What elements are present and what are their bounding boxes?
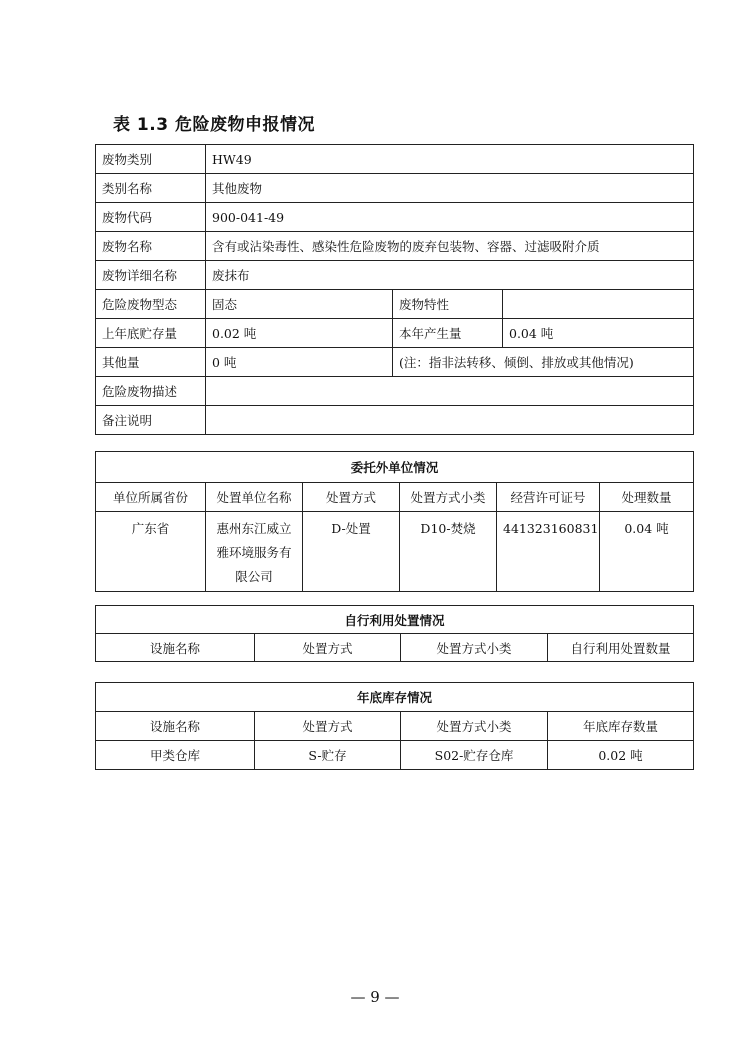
cell-value: HW49 (206, 145, 694, 174)
cell-value: 废抹布 (206, 261, 694, 290)
entrust-external-unit-table (95, 451, 694, 592)
cell-value: 其他废物 (206, 174, 694, 203)
column-header: 年底库存数量 (548, 712, 694, 741)
table-row (96, 377, 694, 406)
unit-name-line: 限公司 (235, 569, 273, 584)
table-row (96, 512, 694, 592)
table-row (96, 145, 694, 174)
table-heading-row (96, 683, 694, 712)
cell-label: 其他量 (96, 348, 206, 377)
table-row (96, 319, 694, 348)
cell-label: 本年产生量 (393, 319, 503, 348)
cell-value: 0 吨 (206, 348, 393, 377)
cell-value: 900-041-49 (206, 203, 694, 232)
cell-quantity: 0.04 吨 (600, 512, 694, 592)
cell-label: 废物详细名称 (96, 261, 206, 290)
table-title: 表 1.3 危险废物申报情况 (113, 115, 315, 135)
column-header: 处置方式小类 (401, 712, 548, 741)
table-heading-row (96, 452, 694, 483)
hazardous-waste-declaration-table (95, 144, 694, 435)
cell-license: 441323160831 (497, 512, 600, 592)
table-row (96, 290, 694, 319)
cell-method: D-处置 (303, 512, 400, 592)
table-row (96, 174, 694, 203)
cell-label: 废物代码 (96, 203, 206, 232)
column-header: 处置方式小类 (400, 483, 497, 512)
column-header: 处置方式 (255, 712, 401, 741)
column-header: 处置方式小类 (401, 634, 548, 662)
cell-label: 废物类别 (96, 145, 206, 174)
column-header: 处置方式 (303, 483, 400, 512)
cell-label: 类别名称 (96, 174, 206, 203)
column-header: 自行利用处置数量 (548, 634, 694, 662)
cell-method: S-贮存 (255, 741, 401, 770)
cell-label: 废物名称 (96, 232, 206, 261)
cell-label: 备注说明 (96, 406, 206, 435)
cell-value (503, 290, 694, 319)
table-row (96, 203, 694, 232)
table-row (96, 261, 694, 290)
cell-facility: 甲类仓库 (96, 741, 255, 770)
year-end-inventory-table (95, 682, 694, 770)
cell-value: 0.02 吨 (206, 319, 393, 348)
column-header: 处置方式 (255, 634, 401, 662)
column-header-row (96, 712, 694, 741)
column-header: 单位所属省份 (96, 483, 206, 512)
cell-note: (注：指非法转移、倾倒、排放或其他情况) (393, 348, 694, 377)
unit-name-line: 雅环境服务有 (216, 545, 292, 560)
cell-value: 固态 (206, 290, 393, 319)
cell-unit-name (206, 512, 303, 592)
unit-name-line: 惠州东江威立 (216, 521, 292, 536)
cell-subtype: D10-焚烧 (400, 512, 497, 592)
cell-value (206, 406, 694, 435)
page-number: — 9 — (350, 988, 400, 1006)
self-use-disposal-table (95, 605, 694, 662)
column-header-row (96, 483, 694, 512)
cell-quantity: 0.02 吨 (548, 741, 694, 770)
cell-value: 含有或沾染毒性、感染性危险废物的废弃包装物、容器、过滤吸附介质 (206, 232, 694, 261)
column-header: 设施名称 (96, 712, 255, 741)
table-row (96, 406, 694, 435)
cell-label: 危险废物描述 (96, 377, 206, 406)
section-heading: 年底库存情况 (96, 683, 694, 712)
cell-province: 广东省 (96, 512, 206, 592)
column-header: 处置单位名称 (206, 483, 303, 512)
cell-label: 废物特性 (393, 290, 503, 319)
cell-label: 上年底贮存量 (96, 319, 206, 348)
section-heading: 自行利用处置情况 (96, 606, 694, 634)
table-row (96, 348, 694, 377)
column-header: 设施名称 (96, 634, 255, 662)
column-header-row (96, 634, 694, 662)
cell-label: 危险废物型态 (96, 290, 206, 319)
cell-value: 0.04 吨 (503, 319, 694, 348)
column-header: 经营许可证号 (497, 483, 600, 512)
table-row (96, 232, 694, 261)
table-row (96, 741, 694, 770)
cell-subtype: S02-贮存仓库 (401, 741, 548, 770)
section-heading: 委托外单位情况 (96, 452, 694, 483)
column-header: 处理数量 (600, 483, 694, 512)
table-heading-row (96, 606, 694, 634)
cell-value (206, 377, 694, 406)
